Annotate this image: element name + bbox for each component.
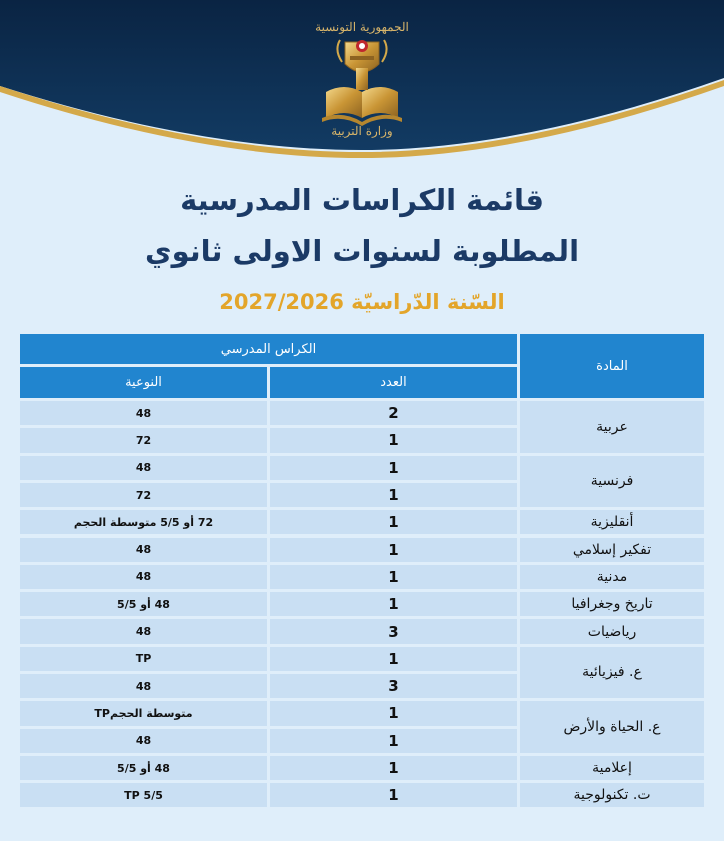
subject-cell: فرنسية	[520, 456, 704, 508]
subject-cell: رياضيات	[520, 619, 704, 643]
subject-cell: أنقليزية	[520, 510, 704, 534]
type-cell: 72 أو 5/5 متوسطة الحجم	[20, 510, 267, 534]
type-cell: متوسطة الحجمTP	[20, 701, 267, 725]
type-cell: TP	[20, 647, 267, 671]
count-cell: 1	[270, 701, 517, 725]
type-cell: 48	[20, 456, 267, 480]
count-cell: 1	[270, 729, 517, 753]
page-title-line2: المطلوبة لسنوات الاولى ثانوي	[144, 234, 580, 268]
type-cell: TP 5/5	[20, 783, 267, 807]
ministry-name: وزارة التربية	[331, 124, 393, 138]
subject-cell: إعلامية	[520, 756, 704, 780]
header-notebook: الكراس المدرسي	[20, 334, 517, 364]
subject-cell: مدنية	[520, 565, 704, 589]
subject-cell: ع. فيزيائية	[520, 647, 704, 699]
count-cell: 1	[270, 538, 517, 562]
count-cell: 1	[270, 783, 517, 807]
count-cell: 3	[270, 619, 517, 643]
type-cell: 72	[20, 483, 267, 507]
header-type: النوعية	[20, 367, 267, 398]
count-cell: 1	[270, 756, 517, 780]
header-count: العدد	[270, 367, 517, 398]
count-cell: 1	[270, 428, 517, 452]
type-cell: 48 أو 5/5	[20, 756, 267, 780]
country-name: الجمهورية التونسية	[315, 20, 409, 34]
subject-cell: تفكير إسلامي	[520, 538, 704, 562]
school-year: السّنة الدّراسيّة 2027/2026	[219, 290, 505, 314]
count-cell: 1	[270, 647, 517, 671]
type-cell: 48	[20, 565, 267, 589]
subject-cell: ع. الحياة والأرض	[520, 701, 704, 753]
count-cell: 3	[270, 674, 517, 698]
type-cell: 48	[20, 401, 267, 425]
type-cell: 48	[20, 729, 267, 753]
count-cell: 2	[270, 401, 517, 425]
count-cell: 1	[270, 483, 517, 507]
header-subject: المادة	[520, 334, 704, 398]
type-cell: 72	[20, 428, 267, 452]
type-cell: 48	[20, 538, 267, 562]
page-title-line1: قائمة الكراسات المدرسية	[180, 183, 544, 217]
count-cell: 1	[270, 510, 517, 534]
type-cell: 48	[20, 674, 267, 698]
type-cell: 48	[20, 619, 267, 643]
subject-cell: عربية	[520, 401, 704, 453]
count-cell: 1	[270, 456, 517, 480]
notebook-table	[20, 334, 704, 820]
subject-cell: ت. تكنولوجية	[520, 783, 704, 807]
count-cell: 1	[270, 565, 517, 589]
count-cell: 1	[270, 592, 517, 616]
subject-cell: تاريخ وجغرافيا	[520, 592, 704, 616]
type-cell: 48 أو 5/5	[20, 592, 267, 616]
